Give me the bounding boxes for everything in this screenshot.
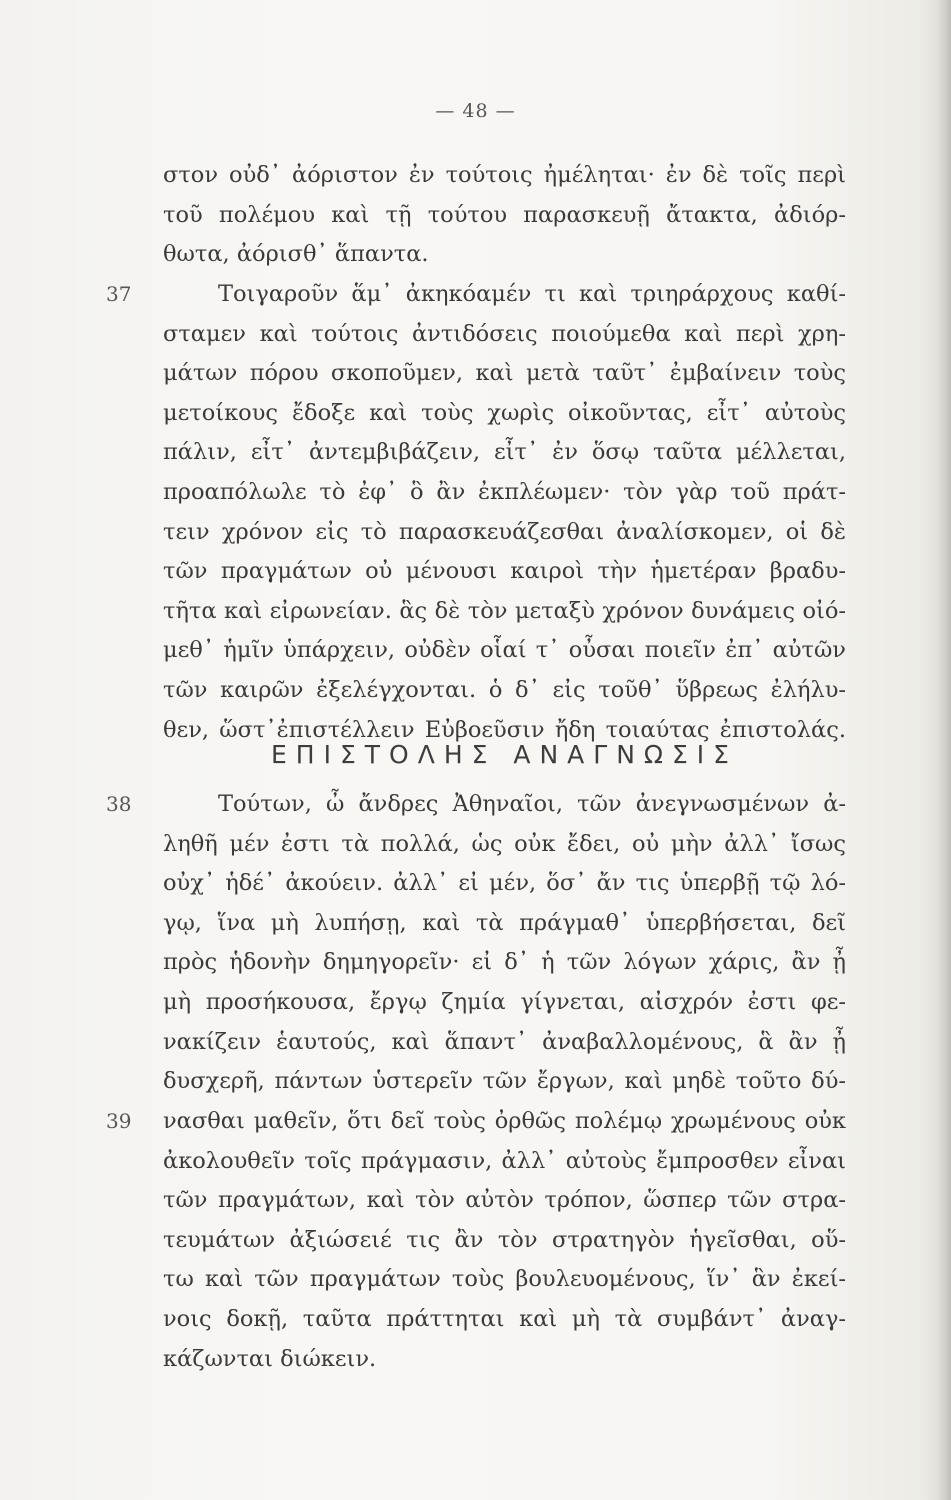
text-line: τῶν πραγμάτων, καὶ τὸν αὐτὸν τρόπον, ὥσπερ τῶν στρα- xyxy=(163,1187,846,1214)
text-line: προαπόλωλε τὸ ἐφ᾽ ὃ ἂν ἐκπλέωμεν· τὸν γὰρ τοῦ πράτ- xyxy=(163,478,846,505)
page-number: — 48 — xyxy=(435,100,516,122)
text-line: τω καὶ τῶν πραγμάτων τοὺς βουλευομένους, ἵν᾽ ἃν ἐκεί- xyxy=(163,1266,846,1293)
page-edge-shadow xyxy=(937,0,951,1500)
text-line: στον οὐδ᾽ ἀόριστον ἐν τούτοις ἠμέληται· ἐν δὲ τοῖς περὶ xyxy=(163,162,846,188)
text-line: Τούτων, ὦ ἄνδρες Ἀθηναῖοι, τῶν ἀνεγνωσμένων ἀ- xyxy=(218,791,846,817)
paragraph-continuation xyxy=(163,156,846,275)
text-line: μάτων πόρου σκοποῦμεν, καὶ μετὰ ταῦτ᾽ ἐμβαίνειν τοὺς xyxy=(163,360,846,387)
section-heading: ΕΠΙΣΤΟΛΗΣ ΑΝΑΓΝΩΣΙΣ xyxy=(271,740,738,769)
text-line: νασθαι μαθεῖν, ὅτι δεῖ τοὺς ὀρθῶς πολέμῳ χρωμένους οὐκ xyxy=(163,1108,846,1134)
text-line: μεθ᾽ ἡμῖν ὑπάρχειν, οὐδὲν οἷαί τ᾽ οὖσαι ποιεῖν ἐπ᾽ αὐτῶν xyxy=(163,637,846,664)
paragraph-37 xyxy=(163,275,846,750)
text-line: τοῦ πολέμου καὶ τῇ τούτου παρασκευῇ ἄτακτα, ἀδιόρ- xyxy=(163,201,846,228)
text-line: νακίζειν ἑαυτούς, καὶ ἅπαντ᾽ ἀναβαλλομένους, ἃ ἂν ᾖ xyxy=(163,1028,846,1055)
text-line: μετοίκους ἔδοξε καὶ τοὺς χωρὶς οἰκοῦντας, εἶτ᾽ αὐτοὺς xyxy=(163,399,846,426)
text-line: τῆτα καὶ εἰρωνείαν. ἃς δὲ τὸν μεταξὺ χρόνον δυνάμεις οἰό- xyxy=(163,597,846,624)
text-line: τῶν καιρῶν ἐξελέγχονται. ὁ δ᾽ εἰς τοῦθ᾽ ὕβρεως ἐλήλυ- xyxy=(163,676,846,703)
text-line: νοις δοκῇ, ταῦτα πράττηται καὶ μὴ τὰ συμβάντ᾽ ἀναγ- xyxy=(163,1305,846,1332)
text-line: μὴ προσήκουσα, ἔργῳ ζημία γίγνεται, αἰσχρόν ἐστι φε- xyxy=(163,988,846,1015)
text-line: οὐχ᾽ ἡδέ᾽ ἀκούειν. ἀλλ᾽ εἰ μέν, ὅσ᾽ ἄν τις ὑπερβῇ τῷ λό- xyxy=(163,870,846,897)
text-line: θεν, ὥστ᾽ἐπιστέλλειν Εὐβοεῦσιν ἤδη τοιαύτας ἐπιστολάς. xyxy=(163,716,846,743)
paragraph-39 xyxy=(163,1102,846,1379)
text-line: τῶν πραγμάτων οὐ μένουσι καιροὶ τὴν ἡμετέραν βραδυ- xyxy=(163,558,846,585)
text-line: δυσχερῆ, πάντων ὑστερεῖν τῶν ἔργων, καὶ μηδὲ τοῦτο δύ- xyxy=(163,1068,846,1095)
section-number-39: 39 xyxy=(106,1109,132,1133)
text-line: σταμεν καὶ τούτοις ἀντιδόσεις ποιούμεθα καὶ περὶ χρη- xyxy=(163,320,846,347)
paragraph-38 xyxy=(163,785,846,1102)
text-line: τειν χρόνον εἰς τὸ παρασκευάζεσθαι ἀναλίσκομεν, οἱ δὲ xyxy=(163,518,846,545)
text-line: γῳ, ἵνα μὴ λυπήσῃ, καὶ τὰ πράγμαθ᾽ ὑπερβήσεται, δεῖ xyxy=(163,909,846,936)
text-line: κάζωνται διώκειν. xyxy=(163,1345,377,1372)
section-number-38: 38 xyxy=(106,792,132,816)
text-line: τευμάτων ἀξιώσειέ τις ἂν τὸν στρατηγὸν ἡγεῖσθαι, οὕ- xyxy=(163,1226,846,1253)
text-line: θωτα, ἀόρισθ᾽ ἅπαντα. xyxy=(163,241,429,268)
section-number-37: 37 xyxy=(106,282,132,306)
text-line: ἀκολουθεῖν τοῖς πράγμασιν, ἀλλ᾽ αὐτοὺς ἔμπροσθεν εἶναι xyxy=(163,1147,846,1174)
text-line: πάλιν, εἶτ᾽ ἀντεμβιβάζειν, εἶτ᾽ ἐν ὅσῳ ταῦτα μέλλεται, xyxy=(163,439,846,466)
text-line: πρὸς ἡδονὴν δημηγορεῖν· εἰ δ᾽ ἡ τῶν λόγων χάρις, ἂν ᾖ xyxy=(163,949,846,976)
text-line: ληθῆ μέν ἐστι τὰ πολλά, ὡς οὐκ ἔδει, οὐ μὴν ἀλλ᾽ ἴσως xyxy=(163,830,846,857)
text-line: Τοιγαροῦν ἅμ᾽ ἀκηκόαμέν τι καὶ τριηράρχους καθί- xyxy=(218,281,846,307)
